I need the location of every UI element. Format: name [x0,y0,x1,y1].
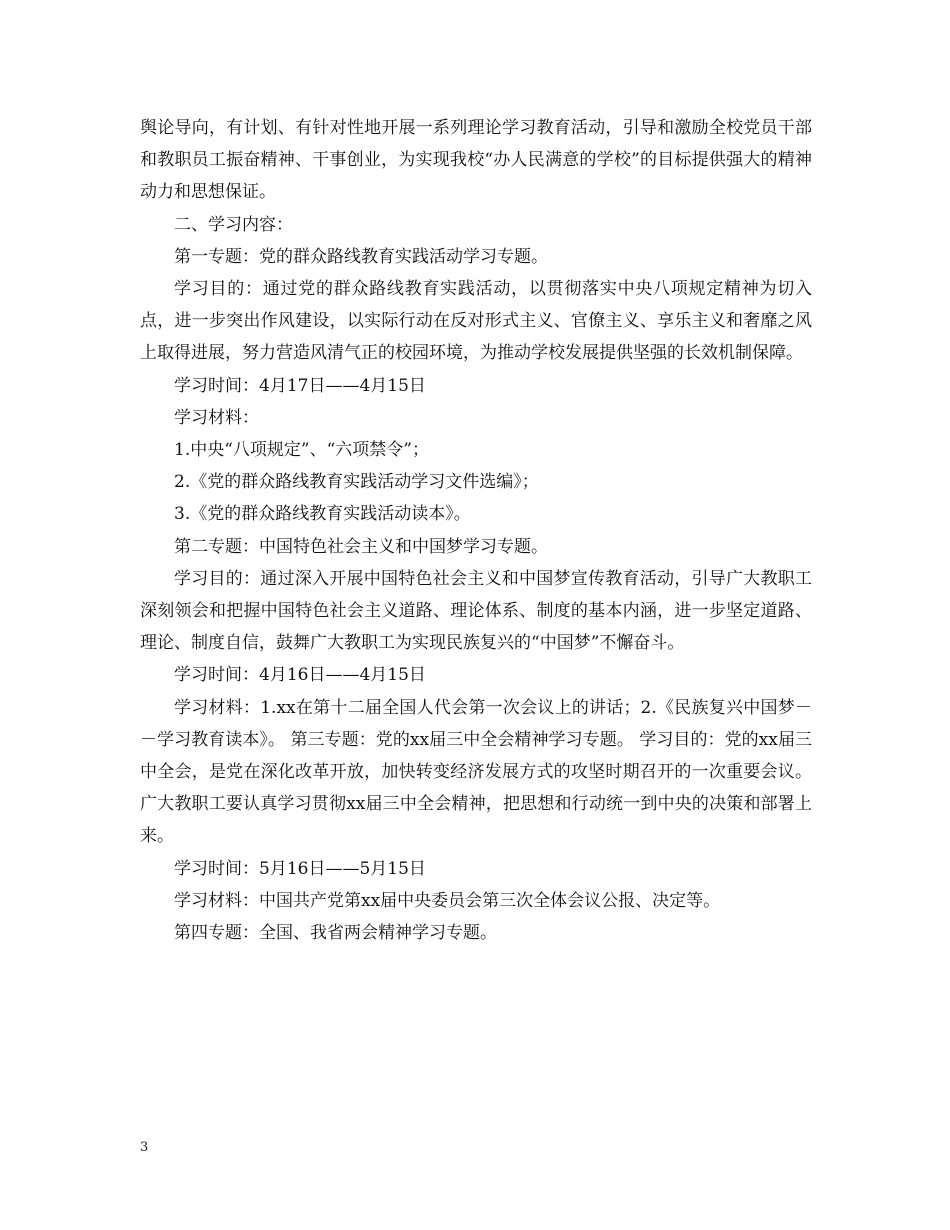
topic-2-materials-and-topic-3: 学习材料：1.xx在第十二届全国人代会第一次会议上的讲话；2.《民族复兴中国梦－－学习教育读本》。 第三专题：党的xx届三中全会精神学习专题。 学习目的：党的xx届三中全会，是党在深化改革开放，加快转变经济发展方式的攻坚时期召开的一次重要会议。广大教职工要认真学习贯彻xx届三中全会精神，把思想和行动统一到中央的决策和部署上来。 [140,697,812,847]
page-number: 3 [140,1140,149,1155]
topic-2-time: 学习时间：4月16日——4月15日 [174,665,426,686]
topic-2-purpose: 学习目的：通过深入开展中国特色社会主义和中国梦宣传教育活动，引导广大教职工深刻领会和把握中国特色社会主义道路、理论体系、制度的基本内涵，进一步坚定道路、理论、制度自信，鼓舞广大教职工为实现民族复兴的“中国梦”不懈奋斗。 [140,568,812,654]
topic-3-materials: 学习材料：中国共产党第xx届中央委员会第三次全体会议公报、决定等。 [174,890,721,911]
section-heading-study-content: 二、学习内容： [174,214,293,235]
topic-1-material-3: 3.《党的群众路线教育实践活动读本》。 [174,504,471,525]
topic-1-material-2: 2.《党的群众路线教育实践活动学习文件选编》； [174,472,539,493]
topic-1-material-1: 1.中央“八项规定”、“六项禁令”； [174,440,429,461]
document-body [140,112,812,949]
topic-4-title: 第四专题：全国、我省两会精神学习专题。 [174,923,497,944]
topic-1-time: 学习时间：4月17日——4月15日 [174,375,426,396]
topic-3-time: 学习时间：5月16日——5月15日 [174,858,426,879]
topic-1-purpose: 学习目的：通过党的群众路线教育实践活动，以贯彻落实中央八项规定精神为切入点，进一步突出作风建设，以实际行动在反对形式主义、官僚主义、享乐主义和奢靡之风上取得进展，努力营造风清气正的校园环境，为推动学校发展提供坚强的长效机制保障。 [140,279,812,364]
topic-1-title: 第一专题：党的群众路线教育实践活动学习专题。 [174,246,548,267]
topic-2-title: 第二专题：中国特色社会主义和中国梦学习专题。 [174,536,548,557]
paragraph-opinion-guidance: 舆论导向，有计划、有针对性地开展一系列理论学习教育活动，引导和激励全校党员干部和教职员工振奋精神、干事创业，为实现我校“办人民满意的学校”的目标提供强大的精神动力和思想保证。 [140,118,812,203]
topic-1-materials-label: 学习材料： [174,407,259,428]
